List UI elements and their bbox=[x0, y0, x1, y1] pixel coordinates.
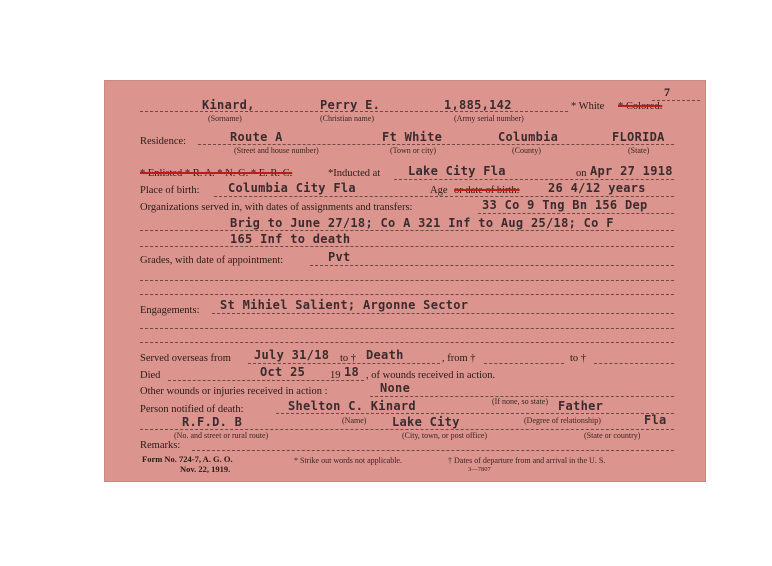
name-line bbox=[140, 111, 568, 112]
organizations-line2 bbox=[140, 230, 674, 231]
serial-number-value: 1,885,142 bbox=[444, 98, 512, 112]
engagements-value: St Mihiel Salient; Argonne Sector bbox=[220, 298, 469, 312]
town-caption: (Town or city) bbox=[390, 146, 437, 155]
died-suffix-label: , of wounds received in action. bbox=[366, 370, 496, 381]
residence-town-value: Ft White bbox=[382, 130, 443, 144]
died-year-value: 18 bbox=[344, 365, 360, 379]
christian-name-caption: (Christian name) bbox=[320, 114, 374, 123]
state-caption: (State) bbox=[628, 146, 650, 155]
notified-label: Person notified of death: bbox=[140, 404, 244, 415]
card-number: 7 bbox=[664, 85, 670, 99]
overseas-label: Served overseas from bbox=[140, 353, 231, 364]
street-caption: (Street and house number) bbox=[234, 146, 319, 155]
died-date-value: Oct 25 bbox=[260, 365, 306, 379]
wounds-label: Other wounds or injuries received in action : bbox=[140, 386, 328, 397]
engagements-line3 bbox=[140, 342, 674, 343]
overseas-to-value: Death bbox=[366, 348, 404, 362]
remarks-line bbox=[192, 450, 674, 451]
notified-street-caption: (No. and street or rural route) bbox=[174, 431, 269, 440]
strike-note: * Strike out words not applicable. bbox=[294, 456, 402, 465]
grades-label: Grades, with date of appointment: bbox=[140, 255, 284, 266]
notified-line bbox=[276, 413, 674, 414]
organizations-label: Organizations served in, with dates of assignments and transfers: bbox=[140, 202, 413, 213]
engagements-label: Engagements: bbox=[140, 305, 200, 316]
enlisted-struck-label: * Enlisted * R. A. * N. G. * E. R. C. bbox=[140, 168, 293, 179]
overseas-from2-label: , from † bbox=[442, 353, 476, 364]
overseas-line bbox=[248, 363, 440, 364]
print-code: 3—7807 bbox=[468, 466, 491, 473]
christian-name-value: Perry E. bbox=[320, 98, 381, 112]
age-label: Age bbox=[430, 185, 448, 196]
age-struck-label: or date of birth: bbox=[454, 185, 520, 196]
form-number: Form No. 724-7, A. G. O. bbox=[142, 454, 233, 464]
birth-place-value: Columbia City Fla bbox=[228, 181, 356, 195]
inducted-at-value: Lake City Fla bbox=[408, 164, 506, 178]
notified-city-caption: (City, town, or post office) bbox=[402, 431, 488, 440]
wounds-value: None bbox=[380, 381, 411, 395]
on-label: on bbox=[576, 168, 587, 179]
remarks-label: Remarks: bbox=[140, 440, 181, 451]
organizations-line3 bbox=[140, 246, 674, 247]
engagements-line1 bbox=[212, 313, 674, 314]
grades-line1 bbox=[310, 265, 674, 266]
organizations-line2-value: Brig to June 27/18; Co A 321 Inf to Aug 25/18; Co F bbox=[230, 216, 614, 230]
died-line bbox=[168, 380, 364, 381]
residence-label: Residence: bbox=[140, 136, 187, 147]
notified-city-value: Lake City bbox=[392, 415, 460, 429]
notified-relationship-caption: (Degree of relationship) bbox=[524, 416, 601, 425]
notified-street-value: R.F.D. B bbox=[182, 415, 243, 429]
grades-line3 bbox=[140, 294, 674, 295]
grades-value: Pvt bbox=[328, 250, 351, 264]
white-label: * White bbox=[571, 101, 605, 112]
colored-label: * Colored. bbox=[618, 101, 663, 112]
residence-line bbox=[198, 144, 674, 145]
overseas-to2-line bbox=[594, 363, 674, 364]
residence-street-value: Route A bbox=[230, 130, 283, 144]
age-value: 26 4/12 years bbox=[548, 181, 646, 195]
notified-name-caption: (Name) bbox=[342, 416, 367, 425]
inducted-date-value: Apr 27 1918 bbox=[590, 164, 673, 178]
notified-state-value: Fla bbox=[644, 413, 667, 427]
notified-relationship-value: Father bbox=[558, 399, 604, 413]
overseas-from2-line bbox=[484, 363, 564, 364]
wounds-caption: (If none, so state) bbox=[492, 397, 548, 406]
notified-state-caption: (State or country) bbox=[584, 431, 641, 440]
notified-name-value: Shelton C. Kinard bbox=[288, 399, 416, 413]
organizations-line1-value: 33 Co 9 Tng Bn 156 Dep bbox=[482, 198, 648, 212]
dates-note: † Dates of departure from and arrival in the U. S. bbox=[448, 456, 606, 465]
birth-line bbox=[214, 196, 674, 197]
inducted-label: *Inducted at bbox=[328, 168, 381, 179]
organizations-line3-value: 165 Inf to death bbox=[230, 232, 351, 246]
serial-number-caption: (Army serial number) bbox=[454, 114, 524, 123]
service-record-card bbox=[104, 80, 706, 482]
county-caption: (County) bbox=[512, 146, 541, 155]
grades-line2 bbox=[140, 280, 674, 281]
birth-place-label: Place of birth: bbox=[140, 185, 200, 196]
residence-state-value: FLORIDA bbox=[612, 130, 665, 144]
notified-address-line bbox=[140, 429, 674, 430]
overseas-from-value: July 31/18 bbox=[254, 348, 330, 362]
form-date: Nov. 22, 1919. bbox=[180, 464, 231, 474]
engagements-line2 bbox=[140, 328, 674, 329]
surname-value: Kinard, bbox=[202, 98, 255, 112]
overseas-to2-label: to † bbox=[570, 353, 587, 364]
overseas-to-label: to † bbox=[340, 353, 357, 364]
died-label: Died bbox=[140, 370, 161, 381]
died-year-prefix: 19 bbox=[330, 370, 341, 381]
surname-caption: (Sorname) bbox=[208, 114, 242, 123]
inducted-line bbox=[394, 179, 674, 180]
organizations-line1 bbox=[478, 213, 674, 214]
residence-county-value: Columbia bbox=[498, 130, 559, 144]
